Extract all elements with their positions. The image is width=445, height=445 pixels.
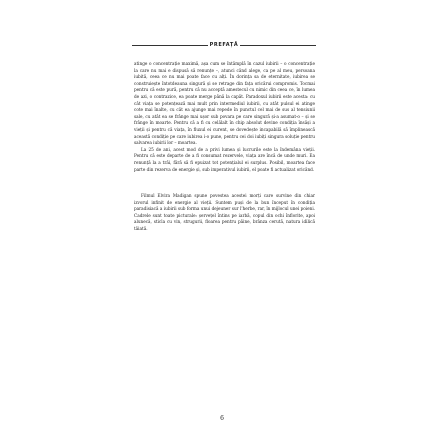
body-text bbox=[134, 61, 315, 233]
section-gap bbox=[134, 173, 315, 193]
paragraph-2: La 25 de ani, acest mod de a privi lumea și lucrurile este la îndemâna vieții. Pentru că este departe de a fi consumat rezervele, viața are încă de unde muri. Ea renunță la a trăi, fără să fi epuizat tot potențialul ei surplus. Posibil, moartea face parte din rezerva de energie și, sub imperativul iubirii, el poate fi actualizat oricând. bbox=[134, 146, 315, 172]
paragraph-3: Filmul Elvira Madigan spune povestea acestei morți care survine din chiar izvorul infinit de energie al vieții. Suntem puși de la bun început în condiția paradisiacă a iubirii sub forma unui dejeuner sur l'herbe, rar, în mijlocul unei poieni. Cadrele sunt toate picturale: șervețel întins pe iarbă, copul din ochi înflorite, apoi alunecă, sticla cu vin, strugurii, floarea pentru pâine, brânza cerută, natura idilică tăiată. bbox=[134, 193, 315, 232]
header-title: PREFAȚĂ bbox=[209, 42, 239, 48]
page-number: 6 bbox=[220, 415, 224, 422]
header-rule-left bbox=[132, 45, 208, 46]
paragraph-1: atinge o concentrație maximă, așa cum se întâmplă în cazul iubirii – o concentrație la care nu mai e dispusă să renunțe –, atunci când alege, ca pe al meu, persoana iubită, ceea ce nu mai poate face cu alți. În dorința sa de eternitate, iubirea se construiește întotdeauna singură și se retrage din fața oricărui compromis. Tocmai pentru că este pură, pentru că nu acceptă amestecul cu nimic din ceea ce, în lumea de azi, o contrazice, ea poate merge până la capăt. Paradoxul iubirii este acesta: cu cât viața se potențează mai mult prin intermediul iubirii, cu atât pulsul ei atinge cote mai înalte, cu cât ea ajunge mai repede în punctul cel mai de sus al tensiunii sale, cu atât ea se frânge mai ușor sub povara pe care singură și-a asumat-o – și se frânge în moarte. Pentru că a fi cu celălalt în chip absolut devine condiția însăși a vieții și pentru că viața, în fluxul ei curent, se dovedește incapabilă să împlinească această condiție pe care iubirea i-o pune, pentru cei doi iubiți singura soluție pentru salvarea iubirii lor – moartea. bbox=[134, 61, 315, 146]
running-header bbox=[132, 40, 316, 50]
header-rule-right bbox=[240, 45, 316, 46]
